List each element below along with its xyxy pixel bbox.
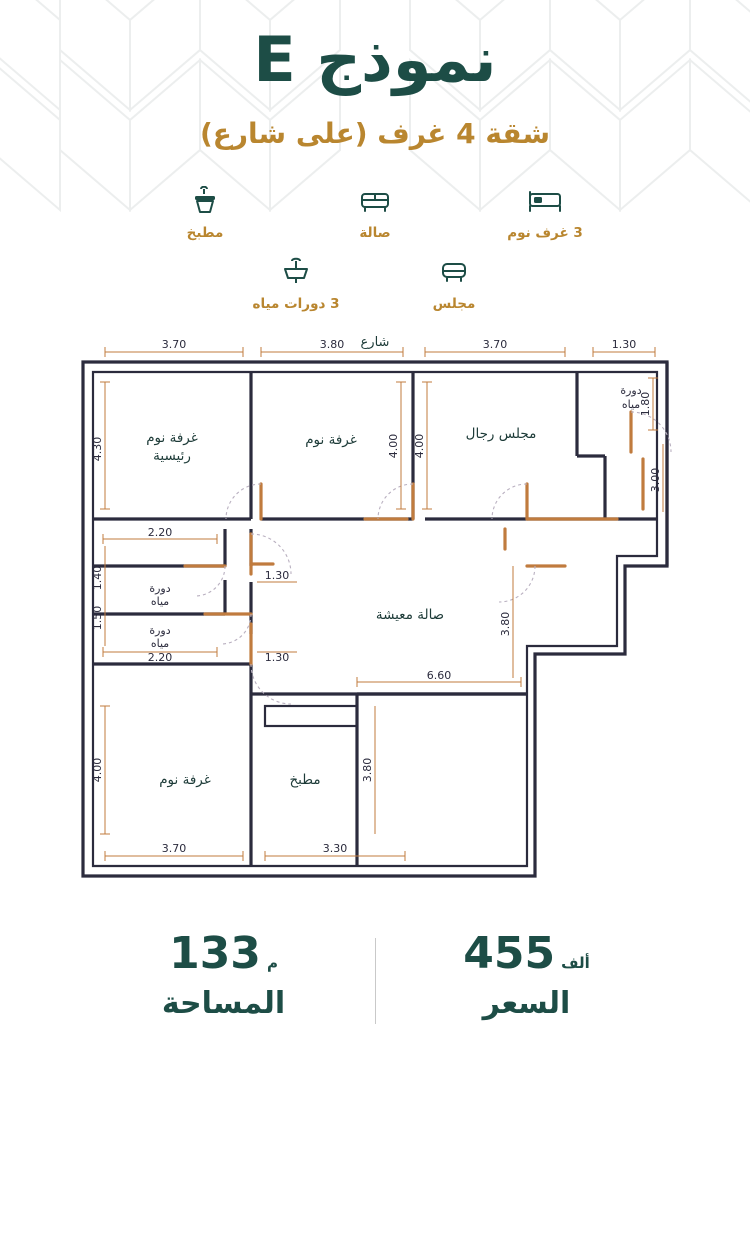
- feature-kitchen: [149, 184, 261, 241]
- svg-text:3.70: 3.70: [161, 842, 187, 856]
- feature-bedrooms: [489, 184, 601, 241]
- room-label-bath1: دورة: [149, 582, 171, 596]
- area-block: [99, 928, 349, 1022]
- price-unit: ألف: [561, 954, 590, 973]
- room-label-master: غرفة نوم: [146, 430, 198, 447]
- area-unit: م: [266, 954, 278, 973]
- dimension-majlis: [413, 382, 432, 509]
- dimension-bed-top: [387, 382, 406, 509]
- svg-text:3.80: 3.80: [319, 338, 345, 352]
- svg-text:3.00: 3.00: [649, 468, 662, 493]
- svg-text:6.60: 6.60: [426, 669, 452, 683]
- svg-text:4.30: 4.30: [91, 437, 104, 462]
- room-label-kitchen: مطبخ: [289, 772, 321, 789]
- svg-text:3.30: 3.30: [322, 842, 348, 856]
- room-label-master2: رئيسية: [153, 448, 191, 465]
- svg-text:3.80: 3.80: [499, 612, 512, 637]
- page-title: نموذج E: [253, 23, 497, 96]
- svg-text:1.50: 1.50: [91, 606, 104, 631]
- svg-text:4.00: 4.00: [387, 434, 400, 459]
- svg-text:1.80: 1.80: [639, 392, 652, 417]
- area-label: المساحة: [161, 986, 286, 1022]
- room-label-bath2: دورة: [149, 624, 171, 638]
- svg-text:2.20: 2.20: [147, 651, 173, 665]
- price-value: 455: [463, 928, 556, 980]
- price-block: [402, 928, 652, 1022]
- room-label-bath1b: مياه: [150, 595, 170, 609]
- armchair-icon: [439, 255, 469, 289]
- svg-text:1.30: 1.30: [611, 338, 637, 352]
- svg-text:4.00: 4.00: [91, 758, 104, 783]
- feature-label: 3 غرف نوم: [507, 225, 583, 242]
- room-label-bedroom-bottom: غرفة نوم: [159, 772, 211, 789]
- feature-hall: [319, 184, 431, 241]
- feature-label: 3 دورات مياه: [252, 296, 340, 313]
- room-label-bath-tr: دورة: [620, 384, 642, 398]
- svg-text:1.30: 1.30: [264, 651, 290, 665]
- feature-majlis: [398, 255, 510, 312]
- dimension-doors: [257, 569, 297, 664]
- svg-text:2.20: 2.20: [147, 526, 173, 540]
- feature-label: صالة: [359, 225, 391, 242]
- feature-bathrooms: [240, 255, 352, 312]
- svg-text:1.40: 1.40: [91, 566, 104, 591]
- floor-plan: [0, 334, 750, 914]
- subtitle: شقة 4 غرف (على شارع): [200, 117, 550, 151]
- svg-text:3.70: 3.70: [161, 338, 187, 352]
- sofa-icon: [359, 184, 391, 218]
- price-label: السعر: [482, 986, 571, 1022]
- room-label-bedroom-top: غرفة نوم: [305, 432, 357, 449]
- kitchen-icon: [192, 184, 218, 218]
- street-label: شارع: [360, 335, 390, 351]
- room-label-majlis: مجلس رجال: [465, 426, 537, 443]
- features-list: [0, 184, 750, 312]
- footer-divider: [375, 938, 376, 1024]
- header: [0, 0, 750, 150]
- room-label-bath-tr2: مياه: [621, 398, 641, 412]
- feature-label: مطبخ: [186, 225, 224, 242]
- svg-text:3.80: 3.80: [361, 758, 374, 783]
- svg-text:4.00: 4.00: [413, 434, 426, 459]
- svg-text:1.30: 1.30: [264, 569, 290, 583]
- dimension-living: [357, 566, 521, 687]
- area-value: 133: [169, 928, 261, 980]
- room-label-living: صالة معيشة: [375, 607, 445, 624]
- feature-label: مجلس: [432, 296, 476, 313]
- footer-summary: [0, 928, 750, 1024]
- bed-icon: [528, 184, 562, 218]
- room-label-bath2b: مياه: [150, 637, 170, 651]
- sink-icon: [282, 255, 310, 289]
- svg-text:3.70: 3.70: [482, 338, 508, 352]
